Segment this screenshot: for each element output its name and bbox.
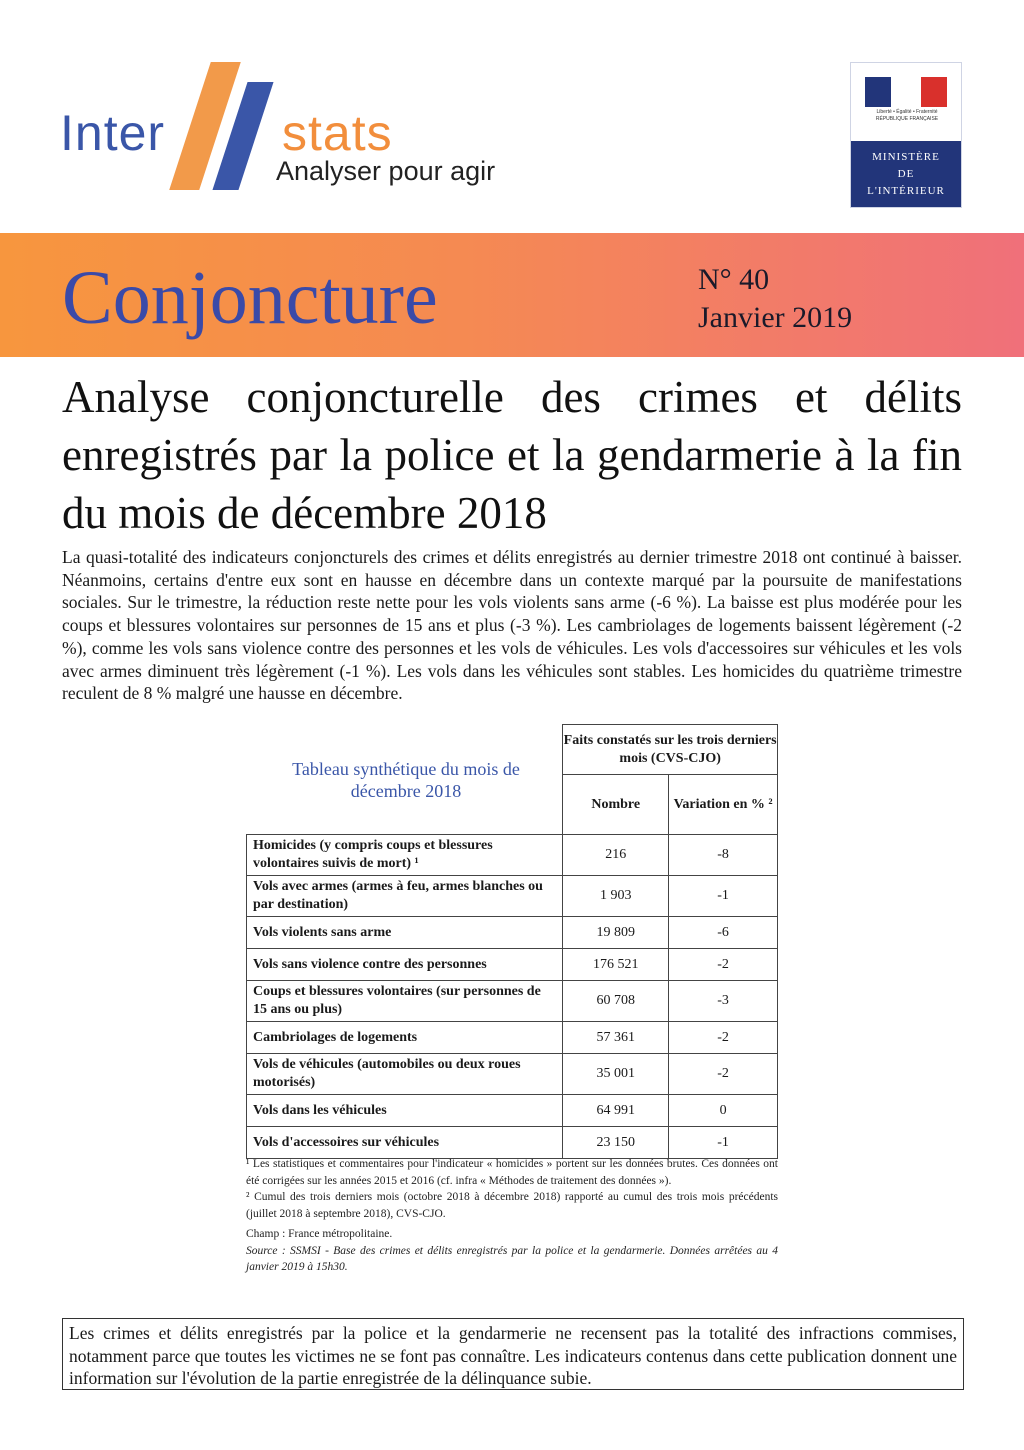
table-row bbox=[247, 876, 778, 917]
issue-date: Janvier 2019 bbox=[698, 301, 853, 334]
republic-text: RÉPUBLIQUE FRANÇAISE bbox=[875, 116, 939, 122]
ministry-line1: MINISTÈRE bbox=[872, 151, 940, 163]
row-variation: 0 bbox=[669, 1095, 778, 1127]
row-variation: -1 bbox=[669, 876, 778, 917]
row-nombre: 19 809 bbox=[563, 917, 669, 949]
row-label: Vols violents sans arme bbox=[247, 917, 563, 949]
ministry-motto bbox=[857, 109, 957, 123]
row-nombre: 57 361 bbox=[563, 1022, 669, 1054]
table-row bbox=[247, 1127, 778, 1159]
col-header-variation: Variation en % ² bbox=[669, 775, 778, 835]
ministry-line2: DE bbox=[897, 168, 915, 180]
row-variation: -3 bbox=[669, 981, 778, 1022]
table-row bbox=[247, 949, 778, 981]
col-header-nombre: Nombre bbox=[563, 775, 669, 835]
table-caption: Tableau synthétique du mois de décembre 2018 bbox=[292, 759, 520, 801]
row-label: Vols avec armes (armes à feu, armes blanches ou par destination) bbox=[247, 876, 563, 917]
page-title: Analyse conjoncturelle des crimes et délits enregistrés par la police et la gendarmerie à la fin du mois de décembre 2018 bbox=[62, 372, 962, 538]
group-header: Faits constatés sur les trois derniers mois (CVS-CJO) bbox=[563, 725, 778, 775]
footnote-1: ¹ Les statistiques et commentaires pour l'indicateur « homicides » portent sur les données brutes. Ces données ont été corrigées sur les années 2015 et 2016 (cf. infra « Méthodes de traitement des données »). bbox=[246, 1158, 778, 1187]
row-label: Homicides (y compris coups et blessures volontaires suivis de mort) ¹ bbox=[247, 835, 563, 876]
source-note: Source : SSMSI - Base des crimes et délits enregistrés par la police et la gendarmerie. Données arrêtées au 4 janvier 2019 à 15h30. bbox=[246, 1244, 778, 1273]
row-nombre: 1 903 bbox=[563, 876, 669, 917]
row-label: Vols sans violence contre des personnes bbox=[247, 949, 563, 981]
ministry-logo bbox=[850, 62, 962, 208]
row-variation: -1 bbox=[669, 1127, 778, 1159]
french-flag-icon bbox=[865, 77, 947, 107]
row-label: Vols de véhicules (automobiles ou deux roues motorisés) bbox=[247, 1054, 563, 1095]
logo-inter-text: Inter bbox=[60, 105, 166, 161]
synthesis-table bbox=[246, 724, 778, 1159]
champ-note: Champ : France métropolitaine. bbox=[246, 1228, 393, 1240]
row-variation: -2 bbox=[669, 1022, 778, 1054]
intro-paragraph: La quasi-totalité des indicateurs conjoncturels des crimes et délits enregistrés au dernier trimestre 2018 ont continué à baisser. Néanmoins, certains d'entre eux sont en hausse en décembre dans un contexte marqué par la poursuite de manifestations sociales. Sur le trimestre, la réduction reste nette pour les vols violents sans arme (-6 %). La baisse est plus modérée pour les coups et blessures volontaires sur personnes de 15 ans et plus (-3 %). Les cambriolages de logements baissent légèrement (-2 %), comme les vols sans violence contre des personnes et les vols de véhicules. Les vols d'accessoires sur véhicules et les vols avec armes diminuent très légèrement (-1 %). Les vols dans les véhicules sont stables. Les homicides du quatrième trimestre reculent de 8 % malgré une hausse en décembre. bbox=[62, 547, 962, 704]
table-notes bbox=[246, 1156, 778, 1276]
row-label: Vols dans les véhicules bbox=[247, 1095, 563, 1127]
row-nombre: 64 991 bbox=[563, 1095, 669, 1127]
disclaimer-box: Les crimes et délits enregistrés par la police et la gendarmerie ne recensent pas la totalité des infractions commises, notamment parce que toutes les victimes ne se font pas connaître. Les indicateurs contenus dans cette publication donnent une information sur l'évolution de la partie enregistrée de la délinquance subie. bbox=[62, 1318, 964, 1390]
row-variation: -2 bbox=[669, 949, 778, 981]
ministry-line3: L'INTÉRIEUR bbox=[867, 185, 945, 197]
row-variation: -8 bbox=[669, 835, 778, 876]
row-nombre: 176 521 bbox=[563, 949, 669, 981]
conjoncture-banner bbox=[0, 233, 1024, 357]
table-row bbox=[247, 981, 778, 1022]
row-label: Vols d'accessoires sur véhicules bbox=[247, 1127, 563, 1159]
table-row bbox=[247, 1022, 778, 1054]
interstats-logo bbox=[60, 60, 520, 200]
table-row bbox=[247, 1054, 778, 1095]
row-label: Cambriolages de logements bbox=[247, 1022, 563, 1054]
table-row bbox=[247, 1095, 778, 1127]
ministry-name-box bbox=[851, 141, 961, 207]
banner-title: Conjoncture bbox=[62, 256, 438, 340]
logo-tagline: Analyser pour agir bbox=[276, 156, 496, 186]
issue-number: N° 40 bbox=[698, 263, 770, 296]
table-row bbox=[247, 835, 778, 876]
table-row bbox=[247, 917, 778, 949]
footnote-2: ² Cumul des trois derniers mois (octobre 2018 à décembre 2018) rapporté au cumul des trois mois précédents (juillet 2018 à septembre 2018), CVS-CJO. bbox=[246, 1191, 778, 1220]
row-nombre: 35 001 bbox=[563, 1054, 669, 1095]
row-nombre: 216 bbox=[563, 835, 669, 876]
logo-stats-text: stats bbox=[282, 105, 393, 161]
row-nombre: 60 708 bbox=[563, 981, 669, 1022]
row-nombre: 23 150 bbox=[563, 1127, 669, 1159]
row-variation: -2 bbox=[669, 1054, 778, 1095]
issue-info bbox=[698, 261, 852, 337]
row-label: Coups et blessures volontaires (sur personnes de 15 ans ou plus) bbox=[247, 981, 563, 1022]
motto-text: Liberté • Égalité • Fraternité bbox=[876, 109, 938, 115]
row-variation: -6 bbox=[669, 917, 778, 949]
